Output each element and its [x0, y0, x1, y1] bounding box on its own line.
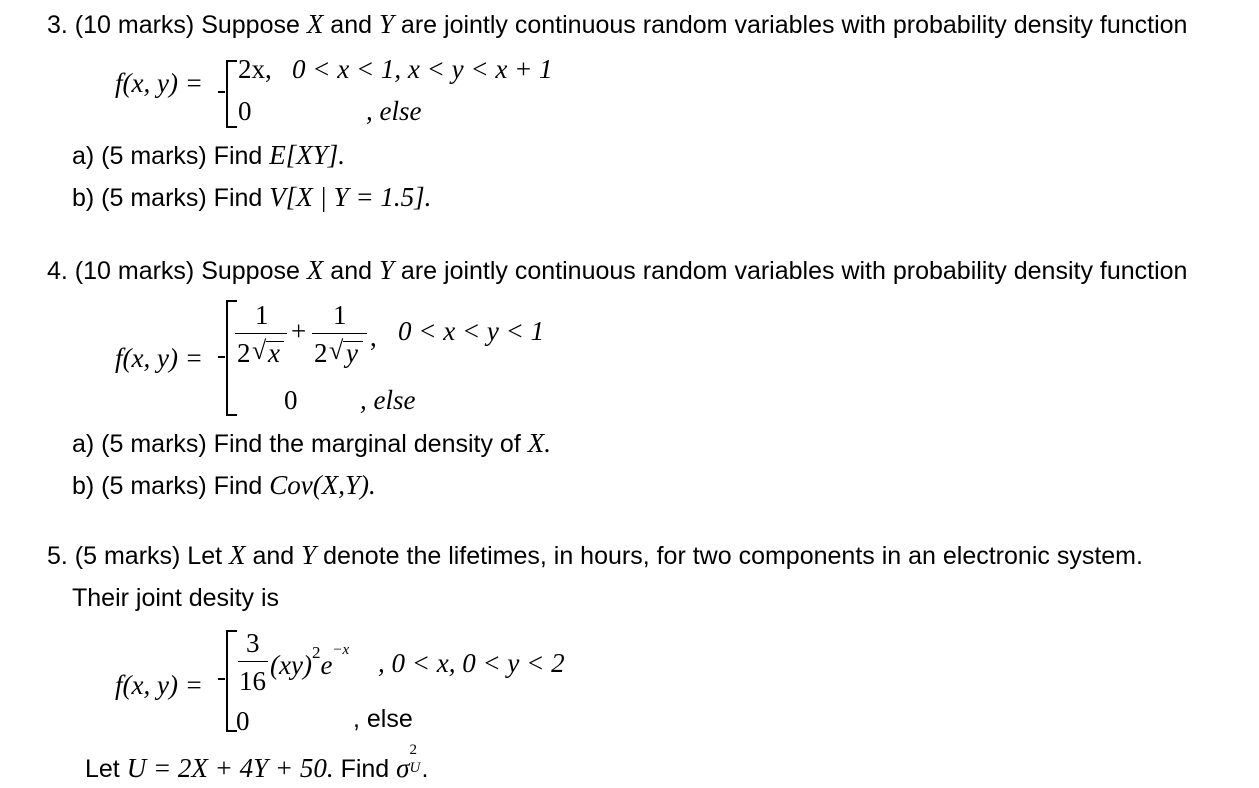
q5-frac-bar: [238, 661, 268, 662]
q5-var-x: X: [229, 540, 246, 570]
q5-dot: .: [421, 755, 429, 783]
q5-body-e: e: [320, 650, 333, 680]
q5-and: and: [245, 542, 302, 570]
q4-brace-tip: [218, 356, 225, 358]
sqrt-icon: √: [329, 336, 344, 365]
q3-brace: [226, 60, 237, 128]
q5-heading-pre: 5. (5 marks) Let: [47, 542, 229, 570]
q5-fxy: f(x, y) =: [115, 670, 203, 700]
q4-heading: [47, 257, 1187, 284]
q5-body-xy: (xy): [270, 650, 312, 680]
q4-case2-cond: , else: [360, 385, 416, 415]
q3-case2-expr: 0: [238, 96, 252, 126]
q3-case2-cond: , else: [366, 96, 422, 126]
q5-body-sq: 2: [311, 643, 321, 662]
q3-part-b-label: b) (5 marks) Find: [72, 184, 270, 212]
q3-case1-cond: 0 < x < 1, x < y < x + 1: [292, 54, 553, 84]
q3-heading-pre: 3. (10 marks) Suppose: [47, 11, 307, 39]
q3-heading: [47, 11, 1187, 38]
q5-sigma-sup: 2: [409, 742, 417, 758]
q4-part-a-label: a) (5 marks) Find the marginal density of: [72, 430, 528, 458]
q5-sigma-sub: U: [409, 760, 421, 776]
q4-and: and: [323, 257, 379, 285]
q4-brace: [226, 300, 237, 416]
q5-heading-post: denote the lifetimes, in hours, for two components in an electronic system.: [316, 542, 1143, 570]
q3-heading-post: are jointly continuous random variables with probability density function: [393, 11, 1188, 39]
q3-brace-tip: [218, 91, 225, 93]
q5-final-math: U = 2X + 4Y + 50.: [126, 753, 334, 783]
q5-frac-den: 16: [239, 666, 266, 696]
q4-plus: +: [291, 316, 307, 346]
q4-comma: ,: [370, 322, 377, 352]
q5-case1-cond: , 0 < x, 0 < y < 2: [378, 648, 565, 678]
q4-heading-pre: 4. (10 marks) Suppose: [47, 257, 307, 285]
q5-frac-num: 3: [246, 628, 260, 658]
q4-var-y: Y: [378, 255, 394, 285]
q4-frac2-num: 1: [333, 300, 347, 330]
q5-final-label: Let: [85, 755, 127, 783]
q4-var-x: X: [306, 255, 324, 285]
q4-part-b-math: Cov(X,Y).: [269, 470, 376, 500]
q4-part-a: [72, 430, 551, 457]
q4-case1-cond: 0 < x < y < 1: [398, 316, 545, 346]
q5-var-y: Y: [301, 540, 317, 570]
q3-and: and: [323, 11, 379, 39]
q5-final-line: [85, 742, 429, 783]
q4-fxy: f(x, y) =: [115, 343, 203, 373]
q5-line2: Their joint desity is: [72, 584, 280, 612]
q4-part-b-label: b) (5 marks) Find: [72, 472, 270, 500]
q5-brace-tip: [218, 678, 225, 680]
q3-part-a: [72, 142, 345, 169]
q5-case2-expr: 0: [236, 706, 250, 736]
q3-part-b: [72, 184, 431, 211]
q4-frac2-bar: [312, 333, 367, 334]
q5-sigma: σ: [396, 753, 410, 783]
q4-frac1-bar: [235, 333, 287, 334]
q4-frac2-den-coef: 2: [314, 338, 328, 368]
q5-body: [270, 642, 350, 680]
q4-part-b: [72, 472, 376, 499]
q5-sigma-scripts: [409, 742, 421, 777]
q5-body-exp: −x: [332, 642, 350, 658]
q4-frac1-den-var: x: [268, 338, 280, 368]
q3-var-y: Y: [378, 9, 394, 39]
q5-heading: [47, 542, 1143, 569]
q3-part-b-math: V[X | Y = 1.5].: [269, 182, 432, 212]
q3-part-a-math: E[XY].: [269, 140, 346, 170]
sqrt-icon: √: [252, 336, 267, 365]
q5-case2-cond: , else: [353, 705, 413, 733]
q4-case2-expr: 0: [284, 385, 298, 415]
q4-heading-post: are jointly continuous random variables with probability density function: [393, 257, 1188, 285]
q3-part-a-label: a) (5 marks) Find: [72, 142, 270, 170]
q3-fxy: f(x, y) =: [115, 68, 203, 98]
q4-frac1-den-coef: 2: [237, 338, 251, 368]
q4-frac2-den-var: y: [346, 338, 358, 368]
q3-var-x: X: [306, 9, 324, 39]
q5-find: Find: [333, 755, 397, 783]
q4-frac1-num: 1: [255, 300, 269, 330]
q3-case1-expr: 2x,: [238, 54, 272, 84]
q4-part-a-math: X.: [527, 428, 551, 458]
